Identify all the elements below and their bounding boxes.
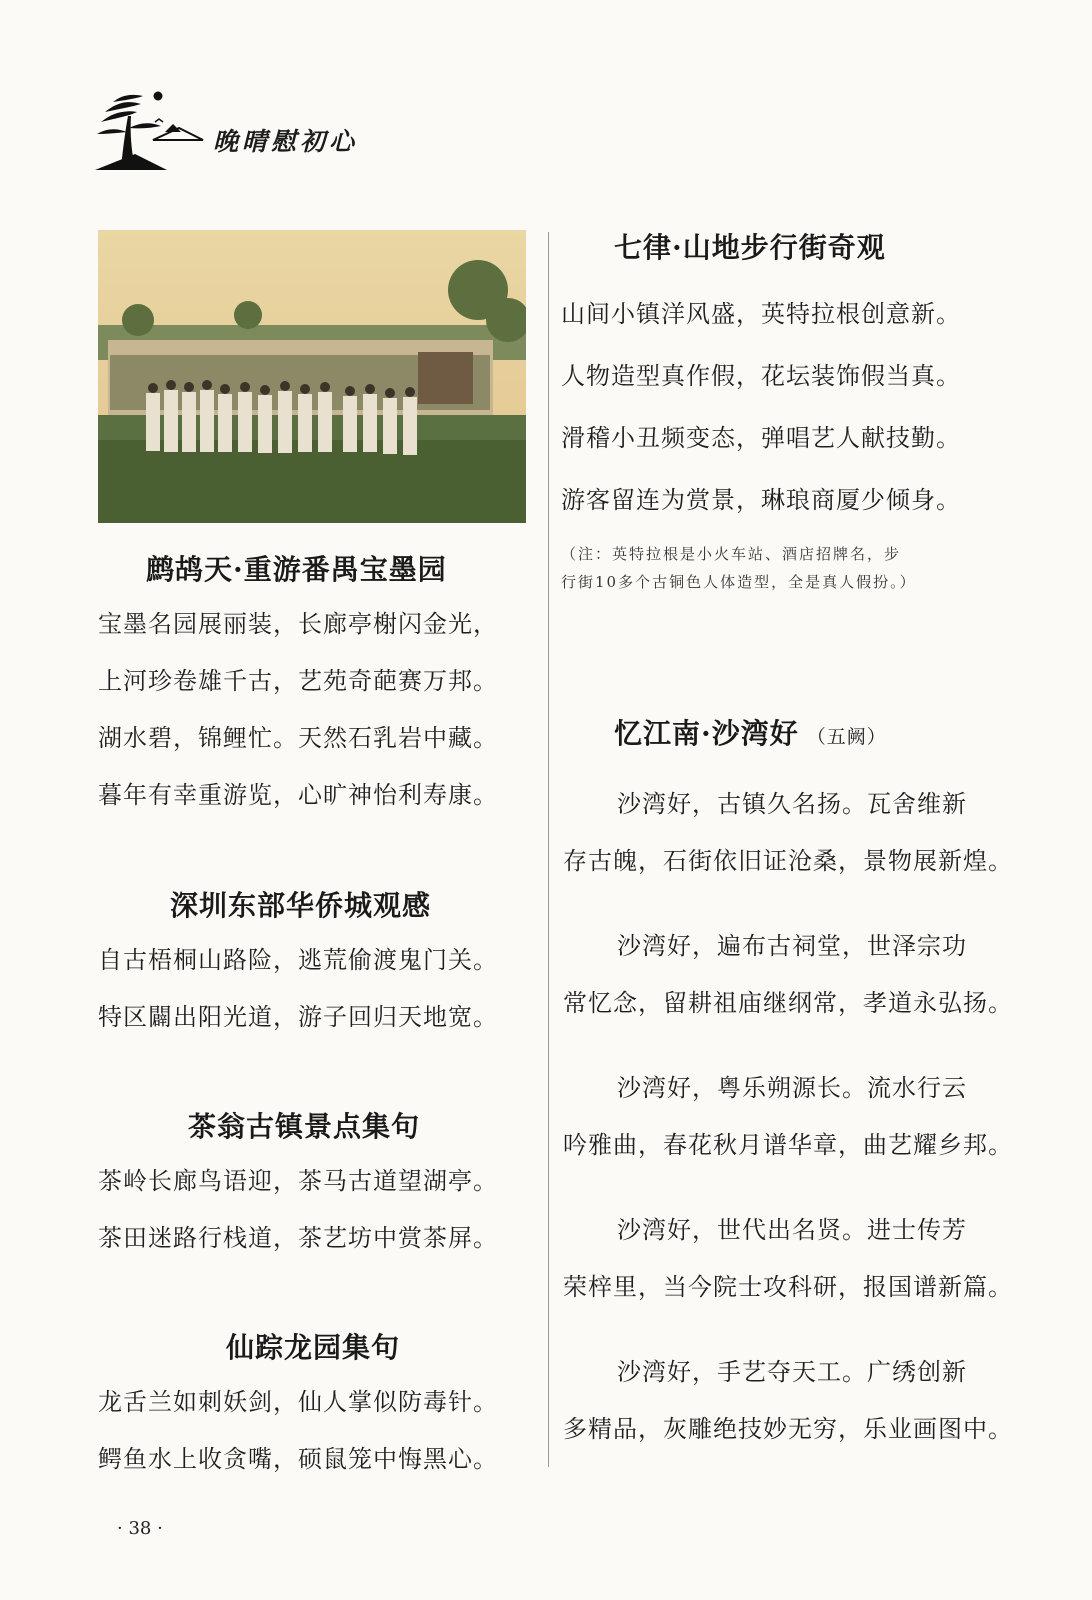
poem-line: 鳄鱼水上收贪嘴，硕鼠笼中悔黑心。 <box>98 1445 498 1473</box>
poem-line: 宝墨名园展丽装，长廊亭榭闪金光， <box>98 610 498 638</box>
stanza-line: 沙湾好，古镇久名扬。瓦舍维新 <box>617 790 967 818</box>
page-header <box>95 88 455 170</box>
poem-title: 茶翁古镇景点集句 <box>188 1110 421 1143</box>
stanza-line: 荣梓里，当今院士攻科研，报国谱新篇。 <box>563 1273 1013 1301</box>
poem-line: 山间小镇洋风盛，英特拉根创意新。 <box>561 300 961 328</box>
column-divider <box>548 232 549 1467</box>
book-title: 晚晴慰初心 <box>213 127 359 156</box>
poem-line: 湖水碧，锦鲤忙。天然石乳岩中藏。 <box>98 724 498 752</box>
poem-title <box>614 712 887 752</box>
poem-title: 七律·山地步行街奇观 <box>614 231 886 264</box>
poem-title: 仙踪龙园集句 <box>226 1331 401 1364</box>
poem-line: 特区闢出阳光道，游子回归天地宽。 <box>98 1003 498 1031</box>
poem-title: 深圳东部华侨城观感 <box>170 889 432 922</box>
poem-line: 上河珍卷雄千古，艺苑奇葩赛万邦。 <box>98 667 498 695</box>
poem-line: 自古梧桐山路险，逃荒偷渡鬼门关。 <box>98 946 498 974</box>
poem-line: 龙舌兰如刺妖剑，仙人掌似防毒针。 <box>98 1388 498 1416</box>
stanza-line: 常忆念，留耕祖庙继纲常，孝道永弘扬。 <box>563 989 1013 1017</box>
annotation-note <box>561 540 993 596</box>
poem-line: 茶田迷路行栈道，茶艺坊中赏茶屏。 <box>98 1224 498 1252</box>
poem-line: 茶岭长廊鸟语迎，茶马古道望湖亭。 <box>98 1167 498 1195</box>
poem-line: 人物造型真作假，花坛装饰假当真。 <box>561 362 961 390</box>
poem-title-text: 忆江南·沙湾好 <box>614 717 799 750</box>
pine-tree-logo-icon <box>95 88 205 170</box>
poem-subtitle: （五阙） <box>806 726 887 748</box>
poem-line: 暮年有幸重游览，心旷神怡利寿康。 <box>98 781 498 809</box>
stanza-line: 吟雅曲，春花秋月谱华章，曲艺耀乡邦。 <box>563 1131 1013 1159</box>
poem-title: 鹧鸪天·重游番禺宝墨园 <box>146 553 447 586</box>
annotation-line: 行街10多个古铜色人体造型，全是真人假扮。） <box>561 573 917 591</box>
stanza-line: 沙湾好，遍布古祠堂，世泽宗功 <box>617 932 967 960</box>
poem-line: 滑稽小丑频变态，弹唱艺人献技勤。 <box>561 424 961 452</box>
annotation-line: （注：英特拉根是小火车站、酒店招牌名，步 <box>561 545 902 563</box>
stanza-line: 沙湾好，粤乐朔源长。流水行云 <box>617 1074 967 1102</box>
stanza-line: 存古魄，石街依旧证沧桑，景物展新煌。 <box>563 847 1013 875</box>
stanza-line: 沙湾好，世代出名贤。进士传芳 <box>617 1216 967 1244</box>
stanza-line: 多精品，灰雕绝技妙无穷，乐业画图中。 <box>563 1415 1013 1443</box>
group-photo-image <box>98 230 526 523</box>
stanza-line: 沙湾好，手艺夺天工。广绣创新 <box>617 1358 967 1386</box>
poem-line: 游客留连为赏景，琳琅商厦少倾身。 <box>561 486 961 514</box>
page-number: · 38 · <box>117 1518 163 1539</box>
